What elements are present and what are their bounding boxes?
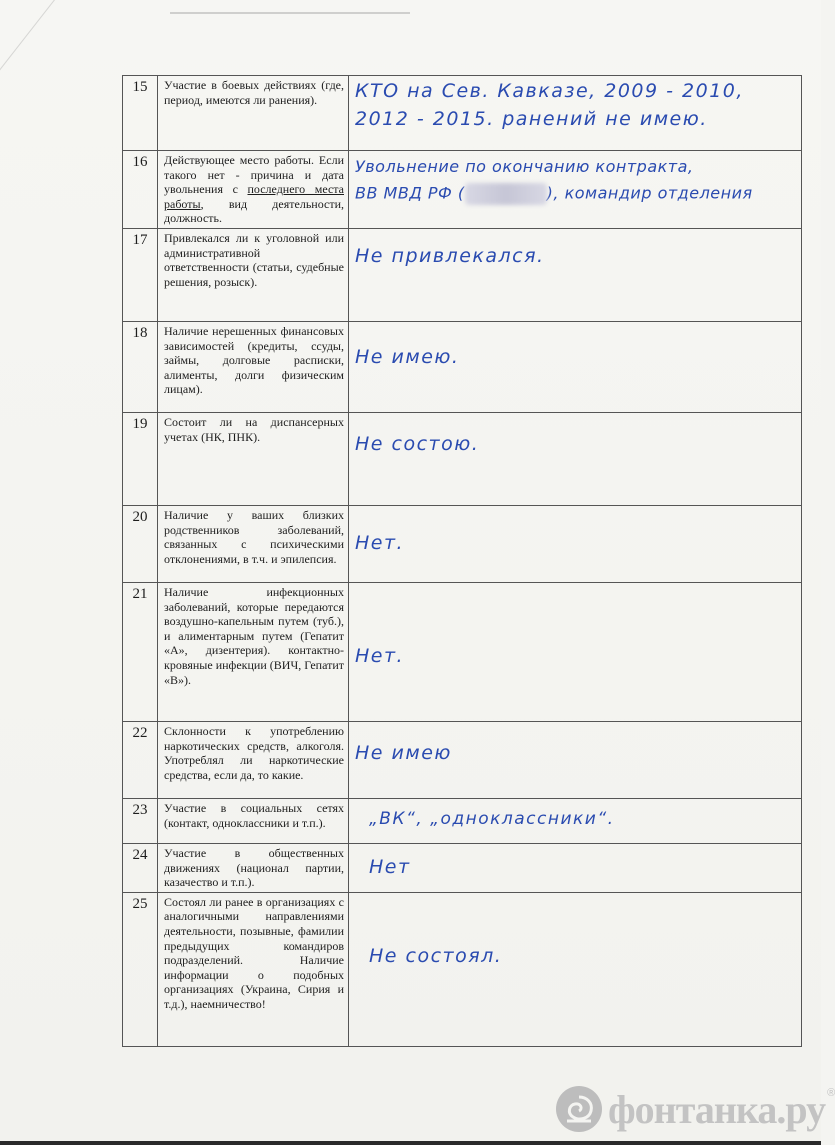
handwritten-answer: [349, 582, 802, 721]
handwritten-answer: [349, 412, 802, 505]
answer-line: Нет: [369, 855, 411, 878]
row-number: 24: [123, 843, 158, 892]
scan-edge: [0, 1141, 821, 1145]
question-text: Действующее место работы. Если такого нет - причина и дата увольнения с последнего места работы, вид деятельности, должность.: [158, 151, 349, 229]
answer-line: Нет.: [355, 531, 405, 554]
question-text: Участие в социальных сетях (контакт, одноклассники и т.п.).: [158, 798, 349, 843]
row-number: 18: [123, 321, 158, 412]
table-row: [123, 892, 802, 1046]
questionnaire-table: [122, 75, 802, 1047]
table-row: [123, 843, 802, 892]
question-text: Наличие у ваших близких родственников заболеваний, связанных с психическими отклонениями, в т.ч. и эпилепсия.: [158, 505, 349, 582]
table-row: [123, 798, 802, 843]
answer-line: Не имею: [355, 741, 452, 764]
row-number: 17: [123, 228, 158, 321]
handwritten-answer: [349, 892, 802, 1046]
handwritten-answer: [349, 151, 802, 229]
answer-line: Не состоял.: [369, 944, 503, 967]
table-row: [123, 721, 802, 798]
answer-line: Нет.: [355, 644, 405, 667]
watermark-text: фонтанка.ру: [608, 1086, 826, 1132]
answer-line: КТО на Сев. Кавказе, 2009 - 2010,: [355, 80, 744, 102]
row-number: 16: [123, 151, 158, 229]
answer-line: Увольнение по окончанию контракта,: [355, 157, 694, 176]
table-row: [123, 321, 802, 412]
question-text: Склонности к употреблению наркотических средств, алкоголя. Употреблял ли наркотические средства, если да, то какие.: [158, 721, 349, 798]
table-row: [123, 228, 802, 321]
answer-line: Не привлекался.: [355, 244, 545, 267]
row-number: 20: [123, 505, 158, 582]
answer-line: „ВК“, „одноклассники“.: [369, 808, 615, 829]
table-row: [123, 151, 802, 229]
question-text: Участие в общественных движениях (национал партии, казачество и т.п.).: [158, 843, 349, 892]
question-text: Состоит ли на диспансерных учетах (НК, ПНК).: [158, 412, 349, 505]
table-row: [123, 412, 802, 505]
table-row: [123, 582, 802, 721]
row-number: 21: [123, 582, 158, 721]
answer-line: ВВ МВД РФ ( ), командир отделения: [355, 183, 753, 205]
answer-line: Не состою.: [355, 432, 480, 455]
question-text: Наличие нерешенных финансовых зависимостей (кредиты, ссуды, займы, долговые расписки, алименты, долги физическим лицам).: [158, 321, 349, 412]
rose-emblem-icon: [556, 1086, 602, 1132]
question-text: Участие в боевых действиях (где, период, имеются ли ранения).: [158, 76, 349, 151]
registered-mark: ®: [827, 1087, 835, 1099]
handwritten-answer: [349, 505, 802, 582]
underlined-phrase: последнего места работы: [164, 182, 344, 211]
table-row: [123, 76, 802, 151]
question-text: Состоял ли ранее в организациях с аналогичными направлениями деятельности, позывные, фамилии предыдущих командиров подразделений. Наличие информации о подобных организациях (Украина, Сирия и т.д.), наемничество!: [158, 892, 349, 1046]
handwritten-answer: [349, 228, 802, 321]
handwritten-answer: [349, 843, 802, 892]
row-number: 23: [123, 798, 158, 843]
handwritten-answer: [349, 321, 802, 412]
handwritten-answer: [349, 798, 802, 843]
handwritten-answer: [349, 76, 802, 151]
question-text: Привлекался ли к уголовной или административной ответственности (статьи, судебные решения, розыск).: [158, 228, 349, 321]
paper-crease: [170, 12, 410, 14]
answer-line: 2012 - 2015. ранений не имею.: [355, 108, 708, 130]
row-number: 22: [123, 721, 158, 798]
question-text: Наличие инфекционных заболеваний, которые передаются воздушно-капельным путем (туб.), и алиментарным путем (Гепатит «А», дизентерия). контактно-кровяные инфекции (ВИЧ, Гепатит «В»).: [158, 582, 349, 721]
redacted-blur: [465, 183, 547, 205]
watermark-logo: [556, 1084, 835, 1134]
row-number: 15: [123, 76, 158, 151]
table-row: [123, 505, 802, 582]
answer-line: Не имею.: [355, 345, 460, 368]
row-number: 25: [123, 892, 158, 1046]
handwritten-answer: [349, 721, 802, 798]
row-number: 19: [123, 412, 158, 505]
